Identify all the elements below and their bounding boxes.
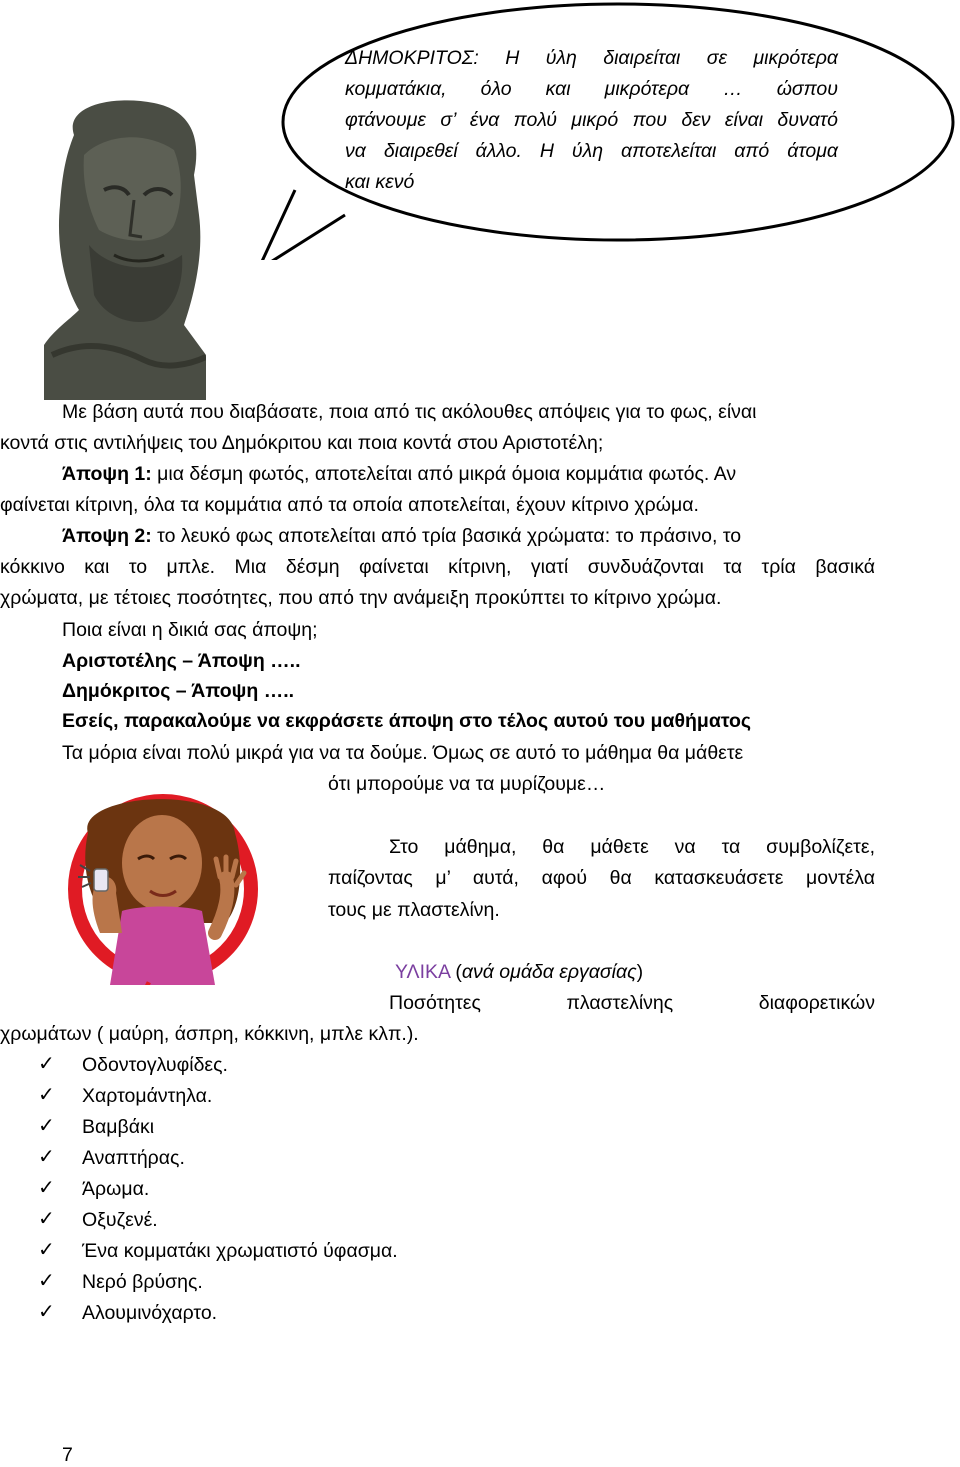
- checkmark-icon: ✓: [38, 1270, 55, 1292]
- bubble-line-3: φτάνουμε σ’ ένα πολύ μικρό που δεν είναι δυνατό: [345, 109, 838, 131]
- view2-line-3: χρώματα, με τέτοιες ποσότητες, που από την ανάμειξη προκύπτει το κίτρινο χρώμα.: [0, 587, 722, 609]
- bubble-line-1: ΔΗΜΟΚΡΙΤΟΣ: Η ύλη διαιρείται σε μικρότερα: [345, 47, 838, 69]
- lesson-line-2: παίζοντας μ’ αυτά, αφού θα κατασκευάσετε μοντέλα: [328, 867, 875, 889]
- materials-paren-close: ): [636, 961, 644, 983]
- materials-item: Οξυζενέ.: [82, 1209, 158, 1231]
- materials-item: Αναπτήρας.: [82, 1147, 185, 1169]
- girl-smelling-perfume-image: [30, 793, 330, 985]
- lesson-line-1: Στο μάθημα, θα μάθετε να τα συμβολίζετε,: [389, 836, 875, 858]
- view2-label: Άποψη 2:: [62, 525, 152, 547]
- checkmark-icon: ✓: [38, 1239, 55, 1261]
- materials-first-line: Ποσότητες πλαστελίνης διαφορετικών: [389, 992, 875, 1014]
- question-line-2: κοντά στις αντιλήψεις του Δημόκριτου και ποια κοντά στου Αριστοτέλη;: [0, 432, 604, 454]
- view1-label: Άποψη 1:: [62, 463, 152, 485]
- checkmark-icon: ✓: [38, 1208, 55, 1230]
- materials-heading: [395, 960, 643, 984]
- question-line-1: Με βάση αυτά που διαβάσατε, ποια από τις ακόλουθες απόψεις για το φως, είναι: [62, 401, 757, 423]
- checkmark-icon: ✓: [38, 1177, 55, 1199]
- closing-request: Εσείς, παρακαλούμε να εκφράσετε άποψη στο τέλος αυτού του μαθήματος: [62, 710, 752, 732]
- view2-text-1: το λευκό φως αποτελείται από τρία βασικά χρώματα: το πράσινο, το: [151, 525, 742, 547]
- view1-text-1: μια δέσμη φωτός, αποτελείται από μικρά όμοια κομμάτια φωτός. Αν: [151, 463, 737, 485]
- checkmark-icon: ✓: [38, 1053, 55, 1075]
- materials-title: ΥΛΙΚΑ: [395, 961, 450, 983]
- materials-item: Νερό βρύσης.: [82, 1271, 203, 1293]
- view1-line-2: φαίνεται κίτρινη, όλα τα κομμάτια από τα οποία αποτελείται, έχουν κίτρινο χρώμα.: [0, 494, 699, 516]
- checkmark-icon: ✓: [38, 1301, 55, 1323]
- bubble-line-4: να διαιρεθεί άλλο. Η ύλη αποτελείται από άτομα: [345, 140, 838, 162]
- opinion-prompt: Ποια είναι η δικιά σας άποψη;: [62, 619, 318, 641]
- materials-item: Ένα κομματάκι χρωματιστό ύφασμα.: [82, 1240, 398, 1262]
- checkmark-icon: ✓: [38, 1084, 55, 1106]
- particles-line-1: Τα μόρια είναι πολύ μικρά για να τα δούμε. Όμως σε αυτό το μάθημα θα μάθετε: [62, 742, 744, 764]
- materials-paren-open: (: [449, 961, 462, 983]
- checkmark-icon: ✓: [38, 1115, 55, 1137]
- checkmark-icon: ✓: [38, 1146, 55, 1168]
- answer-aristotle: Αριστοτέλης – Άποψη …..: [62, 650, 301, 672]
- materials-first-line-2: χρωμάτων ( μαύρη, άσπρη, κόκκινη, μπλε κλπ.).: [0, 1023, 419, 1045]
- page-number: 7: [62, 1444, 73, 1466]
- view2-line-2: κόκκινο και το μπλε. Μια δέσμη φαίνεται κίτρινη, γιατί συνδυάζονται τα τρία βασικά: [0, 556, 875, 578]
- view2-line-1: [62, 524, 741, 548]
- materials-item: Βαμβάκι: [82, 1116, 155, 1138]
- bubble-line-5: και κενό: [345, 171, 415, 193]
- answer-democritus: Δημόκριτος – Άποψη …..: [62, 680, 295, 702]
- materials-item: Οδοντογλυφίδες.: [82, 1054, 228, 1076]
- materials-item: Αλουμινόχαρτο.: [82, 1302, 218, 1324]
- materials-item: Άρωμα.: [82, 1178, 150, 1200]
- materials-subtitle: ανά ομάδα εργασίας: [461, 961, 637, 983]
- view1-line-1: [62, 462, 736, 486]
- bubble-line-2: κομματάκια, όλο και μικρότερα … ώσπου: [345, 78, 838, 100]
- particles-line-2: ότι μπορούμε να τα μυρίζουμε…: [328, 773, 606, 795]
- materials-item: Χαρτομάντηλα.: [82, 1085, 213, 1107]
- lesson-line-3: τους με πλαστελίνη.: [328, 899, 500, 921]
